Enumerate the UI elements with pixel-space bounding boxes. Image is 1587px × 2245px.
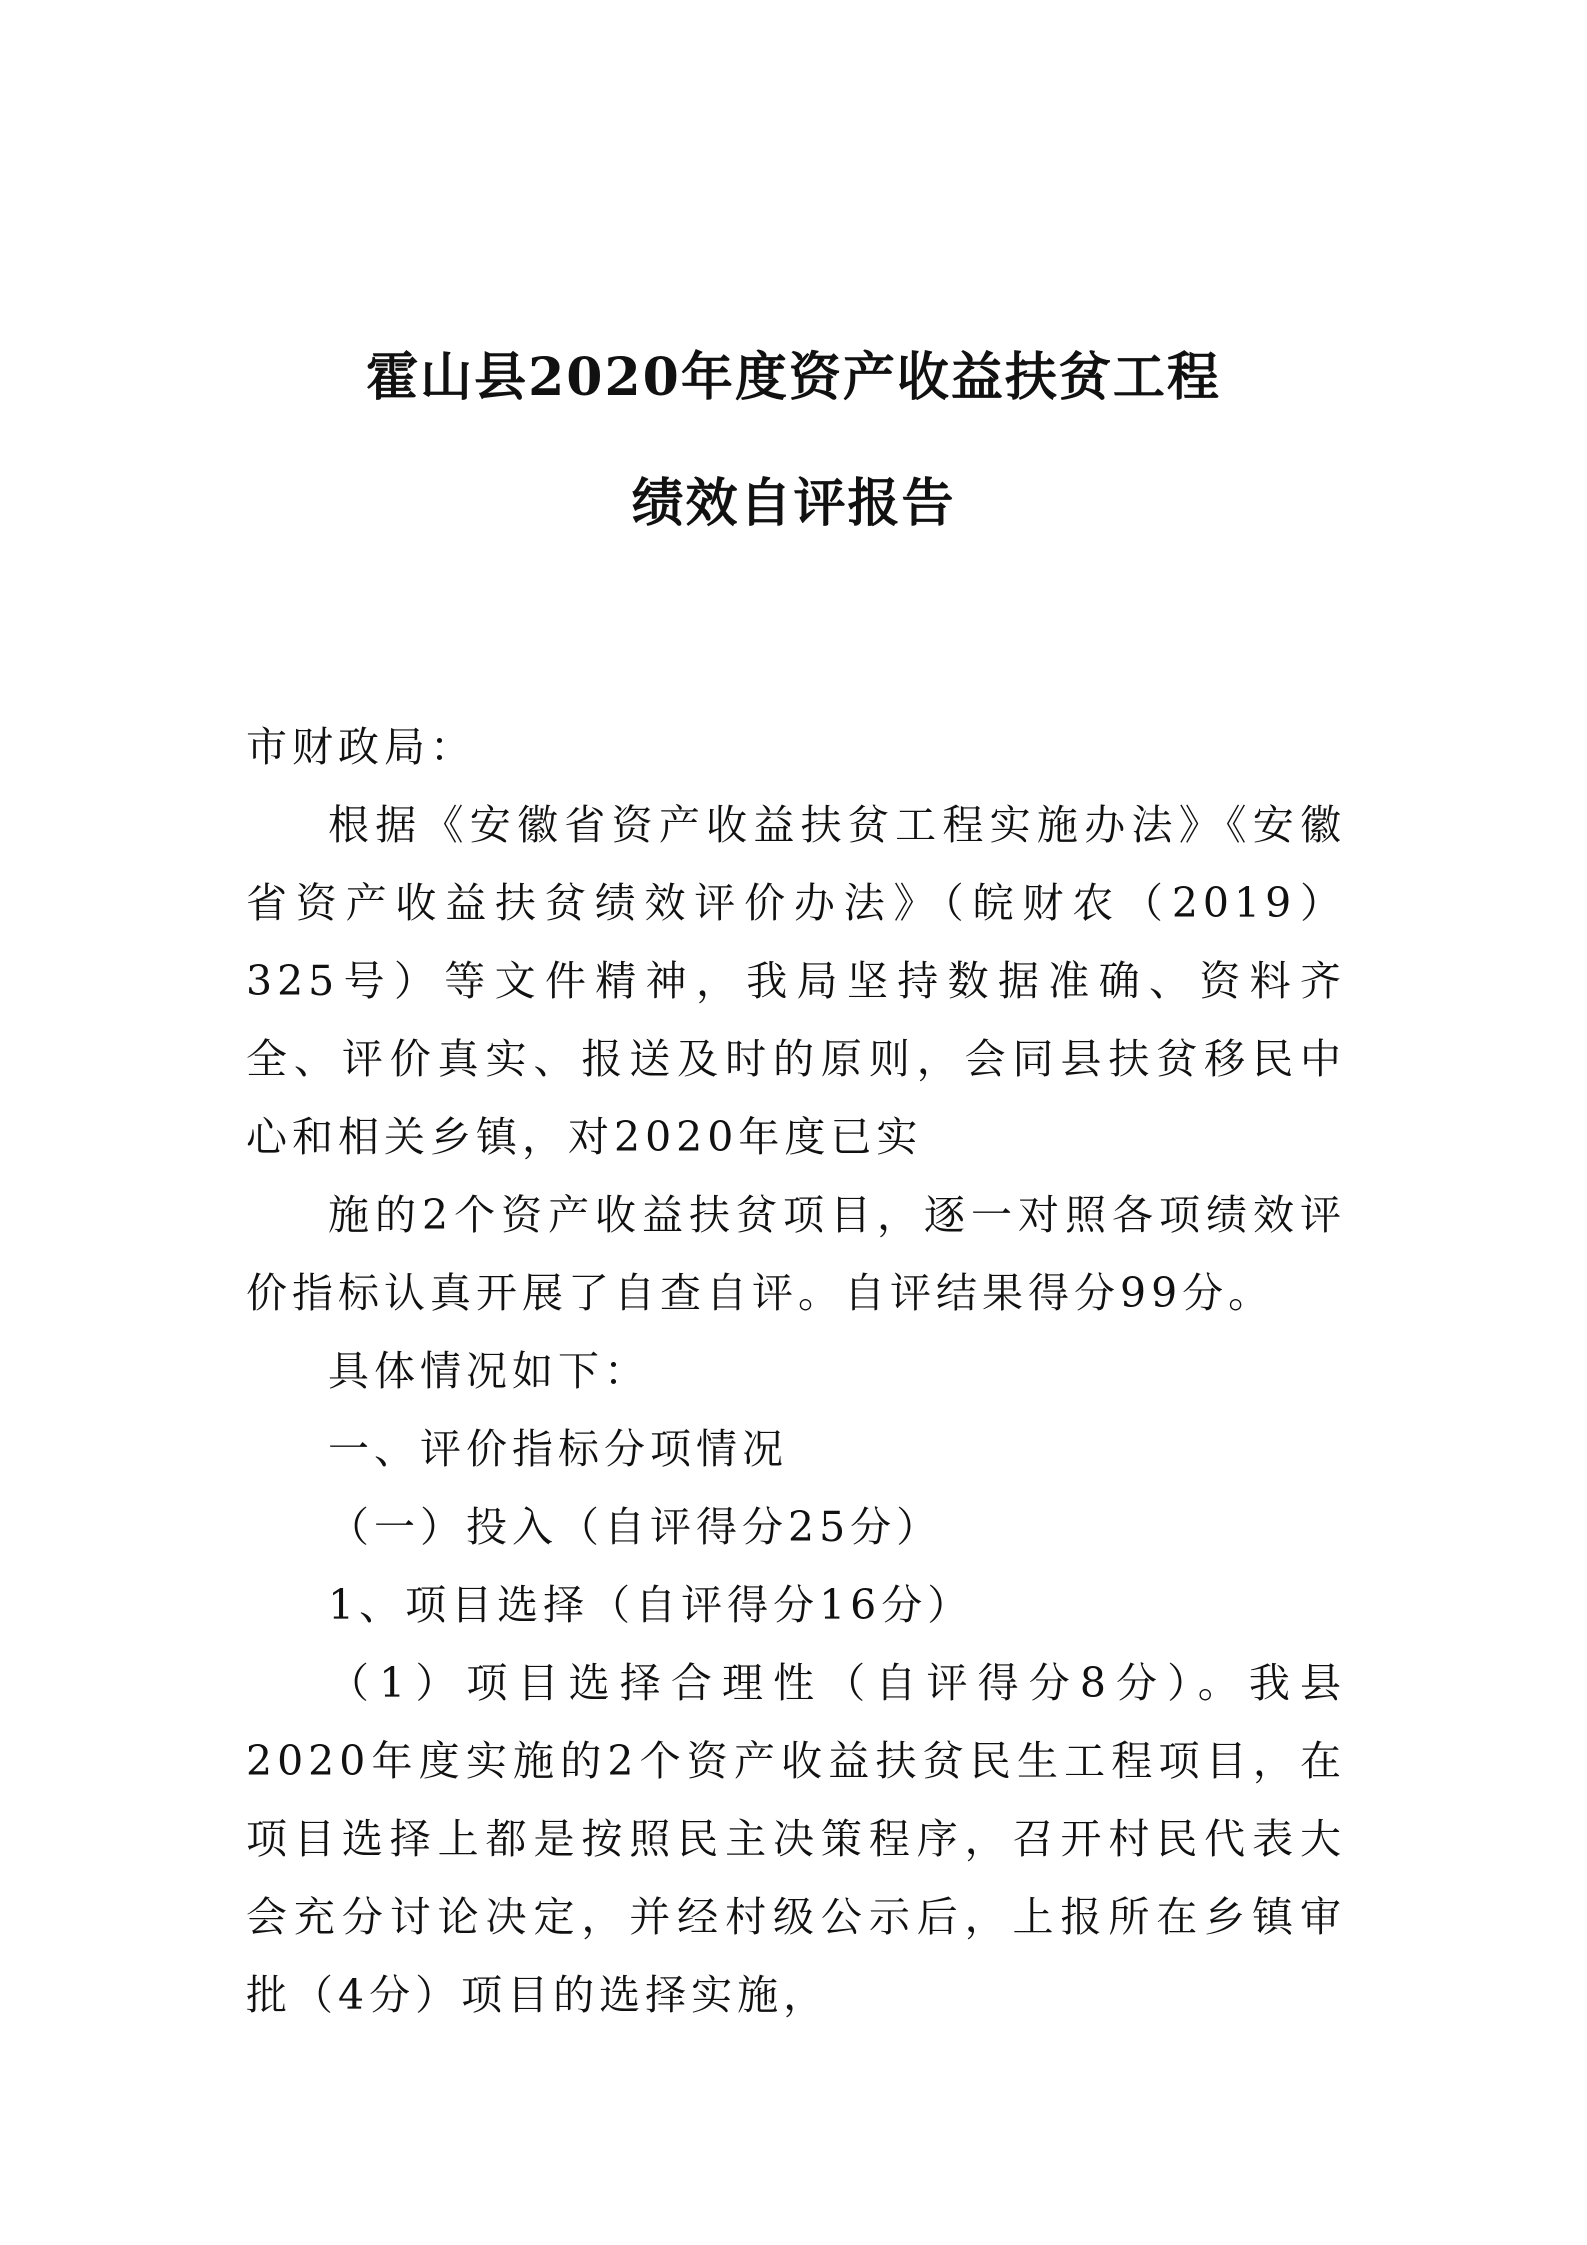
- item-heading-project-selection: 1、项目选择（自评得分16分）: [328, 1581, 974, 1629]
- paragraph-basis: 根据《安徽省资产收益扶贫工程实施办法》《安徽省资产收益扶贫绩效评价办法》（皖财农（2019）325号）等文件精神，我局坚持数据准确、资料齐全、评价真实、报送及时的原则，会同县扶贫移民中心和相关乡镇，对2020年度已实: [246, 801, 1346, 1161]
- subsection-heading-input: （一）投入（自评得分25分）: [328, 1503, 943, 1551]
- section-heading-1: 一、评价指标分项情况: [328, 1425, 788, 1473]
- paragraph-details-intro: 具体情况如下：: [328, 1347, 650, 1395]
- document-title-line-1: 霍山县2020年度资产收益扶贫工程: [366, 347, 1221, 408]
- paragraph-self-evaluation: 施的2个资产收益扶贫项目，逐一对照各项绩效评价指标认真开展了自查自评。自评结果得分99分。: [246, 1191, 1346, 1317]
- salutation: 市财政局：: [246, 723, 476, 771]
- paragraph-selection-rationality: （1）项目选择合理性（自评得分8分）。我县2020年度实施的2个资产收益扶贫民生工程项目，在项目选择上都是按照民主决策程序，召开村民代表大会充分讨论决定，并经村级公示后，上报所在乡镇审批（4分）项目的选择实施，: [246, 1659, 1346, 2019]
- document-body: [246, 708, 1346, 2034]
- document-title-line-2: 绩效自评报告: [631, 473, 956, 534]
